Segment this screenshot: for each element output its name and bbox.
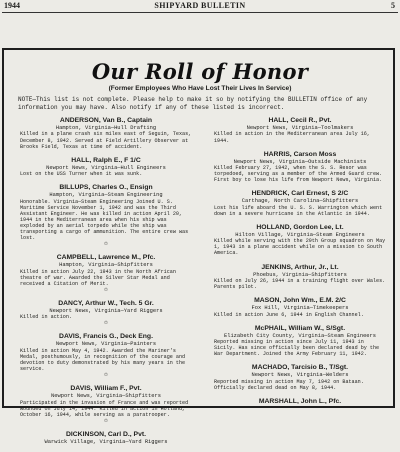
publication-title: SHIPYARD BULLETIN [154, 1, 246, 10]
honor-entry [20, 254, 192, 293]
entry-name: HARRIS, Carson Moss [263, 150, 337, 158]
entry-description: Killed while serving with the 29th Group squadron on May 1, 1943 in a plane accident while on a mission to South America. [214, 238, 386, 257]
entry-name: McPHAIL, William W., S/Sgt. [254, 324, 346, 332]
entry-description: Killed in action. [20, 314, 72, 321]
honor-entry [20, 431, 192, 445]
entry-place: Newport News, Virginia—Hull Engineers [46, 164, 166, 171]
entry-description: Participated in the invasion of France and was reported wounded on July 14, 1944. Killed in action in Holland, October 16, 1944, while serving as a paratrooper. [20, 399, 189, 418]
entry-place: Carthage, North Carolina—Shipfitters [241, 198, 359, 205]
entry-description: Killed in action in the Mediterranean area July 16, 1944. [214, 131, 370, 144]
entry-description: Reported missing in action since July 11, 1943 in Sicily. Has since officially been declared dead by the War Department. Joined the Army February 11, 1942. [214, 339, 380, 358]
entry-place: Hampton, Virginia—Steam Engineering [49, 192, 163, 199]
entry-place: Newport News, Virginia—Outside Machinists [233, 158, 367, 165]
star-separator: ✩ [103, 286, 109, 293]
entry-name: MASON, John Wm., E.M. 2/C [254, 297, 346, 305]
honor-entry [20, 385, 192, 424]
honor-entry [20, 157, 192, 178]
star-separator: ✩ [103, 241, 109, 248]
entry-name: CAMPBELL, Lawrence M., Pfc. [56, 254, 156, 262]
entry-name: MACHADO, Tarcisio B., T/Sgt. [251, 364, 349, 372]
honor-entry [214, 325, 386, 358]
entry-description: Killed February 27, 1942, when the S. S. Resor was torpedoed, serving as a member of the Armed Guard crew. First boy to lose his life from Newport News, Virginia. [214, 165, 383, 184]
roll-note: NOTE—This list is not complete. Please help to make it so by notifying the BULLETIN office of any information you may have. Also notify if any of these listed is incorrect. [18, 96, 368, 111]
entry-name: HENDRICK, Carl Ernest, S 2/C [251, 190, 349, 198]
running-head [2, 1, 398, 12]
entry-description: Honorable. Virginia—Steam Engineering Joined U. S. Maritime Service November 1, 1942 and was the Third Assistant Engineer. He was killed in action April 20, 1944 in the Mediterranean area when his ship was exploded by an aerial torpedo while the ship was transporting a cargo of ammunition. The entire crew was lost. [20, 198, 189, 242]
year-label: 1944 [4, 1, 20, 10]
honor-entry [214, 224, 386, 257]
entry-place: Elizabeth City County, Virginia—Steam Engineers [223, 332, 377, 339]
entry-place: Newport News, Virginia—Shipfitters [51, 393, 161, 400]
honor-entry [20, 184, 192, 247]
honor-entry [214, 398, 386, 406]
entry-place: Newport News, Virginia—Toolmakers [246, 125, 354, 131]
entry-place: Phoebus, Virginia—Shipfitters [253, 271, 347, 278]
honor-entry [214, 297, 386, 318]
entry-name: ANDERSON, Van B., Captain [59, 117, 153, 124]
honor-entry [20, 300, 192, 327]
entry-name: DANCY, Arthur W., Tech. 5 Gr. [58, 299, 154, 307]
entry-description: Killed in a plane crash six miles east of Seguin, Texas, December 8, 1942. Served at Field Artillery Observer at Brooks Field, Texas at time of accident. [20, 131, 192, 150]
entry-name: HALL, Cecil R., Pvt. [268, 117, 332, 124]
entry-name: DICKINSON, Carl D., Pvt. [65, 430, 147, 438]
page-number: 5 [391, 1, 395, 10]
entry-place: Warwick Village, Virginia—Yard Riggers [44, 438, 168, 445]
entry-place: Fox Hill, Virginia—Timekeepers [251, 305, 349, 312]
star-separator: ✩ [103, 417, 109, 424]
entry-name: DAVIS, William F., Pvt. [70, 385, 142, 393]
entry-place: Newport News, Virginia—Welders [251, 372, 349, 379]
honor-entry [214, 117, 386, 144]
entry-name: HOLLAND, Gordon Lee, Lt. [256, 223, 344, 231]
honor-list-right [214, 117, 386, 413]
entry-place: Hampton, Virginia—Hull Drafting [55, 125, 157, 131]
roll-subtitle: (Former Employees Who Have Lost Their Lives In Service) [108, 85, 292, 92]
entry-place: Newport News, Virginia—Painters [55, 341, 157, 348]
star-separator: ✩ [103, 372, 109, 379]
entry-place: Hampton, Virginia—Shipfitters [59, 262, 153, 269]
entry-description: Lost his life aboard the U. S. S. Warrington which went down in a severe hurricane in the Atlantic in 1944. [214, 204, 383, 217]
header-divider [2, 12, 398, 13]
honor-entry [214, 264, 386, 291]
entry-description: Killed in action May 4, 1942. Awarded the Mariner's Medal, posthumously, in recognition of the courage and devotion to duty demonstrated by his many years in the service. [20, 347, 186, 373]
honor-list-left [20, 117, 192, 452]
honor-entry [214, 190, 386, 217]
entry-description: Killed on July 26, 1944 in a training flight over Wales. Parents pilot. [214, 277, 386, 291]
entry-name: HALL, Ralph E., F 1/C [71, 156, 141, 164]
entry-name: BILLUPS, Charles O., Ensign [59, 184, 153, 192]
honor-entry [214, 151, 386, 184]
roll-title: Our Roll of Honor [91, 59, 309, 84]
entry-place: Newport News, Virginia—Yard Riggers [49, 307, 163, 314]
entry-description: Killed in action July 22, 1943 in the North African theatre of war. Awarded the Silver Star Medal and received a Citation of Merit. [20, 268, 176, 287]
honor-entry [214, 364, 386, 391]
entry-name: MARSHALL, John L., Pfc. [258, 397, 342, 405]
entry-place: Hilton Village, Virginia—Steam Engineers [235, 231, 365, 238]
entry-description: Killed in action June 6, 1944 in English Channel. [214, 311, 364, 318]
entry-description: Lost on the USS Turner when it was sunk. [20, 171, 143, 178]
entry-description: Reported missing in action May 7, 1942 on Bataan. Officially declared dead on May 8, 1944. [214, 378, 364, 391]
star-separator: ✩ [103, 320, 109, 327]
honor-entry [20, 117, 192, 150]
entry-name: JENKINS, Arthur, Jr., Lt. [261, 263, 339, 271]
entry-name: DAVIS, Francis G., Deck Eng. [59, 333, 153, 341]
honor-entry [20, 333, 192, 378]
